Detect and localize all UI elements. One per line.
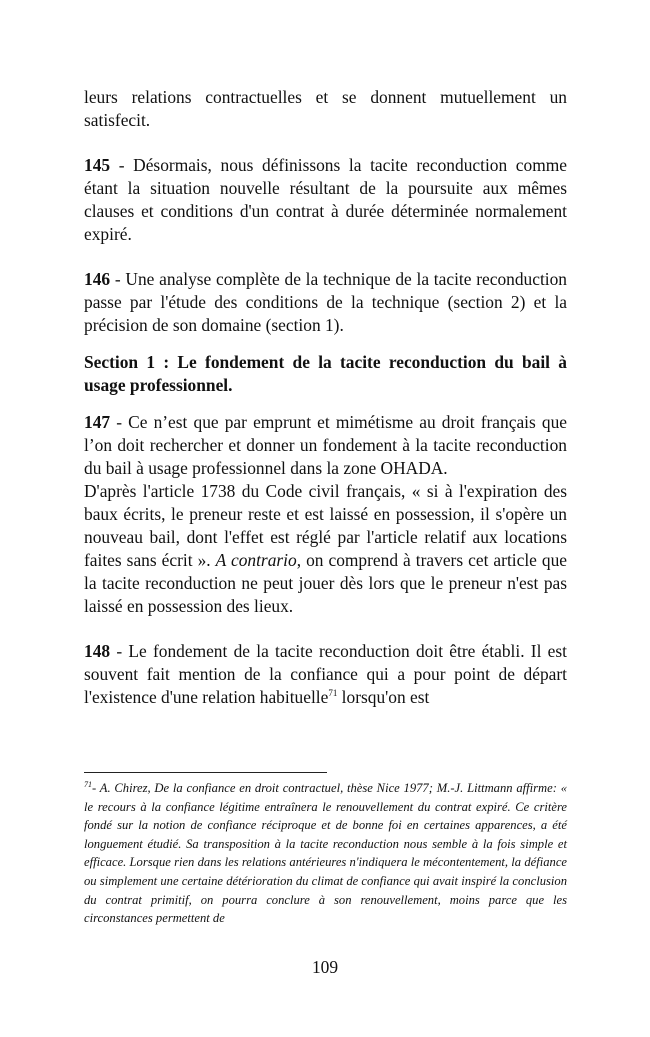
paragraph-147 xyxy=(84,411,567,480)
page-body xyxy=(84,86,567,709)
footnote-mark: 71 xyxy=(84,779,92,789)
paragraph-text: - Ce n’est que par emprunt et mimétisme au droit français que l’on doit rechercher et donner un fondement à la tacite reconduction du bail à usage professionnel dans la zone OHADA. xyxy=(84,412,567,478)
page-number: 109 xyxy=(311,957,339,977)
paragraph-text: - Le fondement de la tacite reconduction doit être établi. Il est souvent fait mention de la confiance qui a pour point de départ l'existence d'une relation habituelle xyxy=(84,641,567,707)
footnote-separator xyxy=(84,772,327,773)
paragraph-number: 145 xyxy=(84,155,111,175)
footnote-71 xyxy=(84,779,567,928)
paragraph-continuation: leurs relations contractuelles et se donnent mutuellement un satisfecit. xyxy=(84,87,567,130)
paragraph-text: - Une analyse complète de la technique de la tacite reconduction passe par l'étude des conditions de la technique (section 2) et la précision de son domaine (section 1). xyxy=(84,269,567,335)
section-heading: Section 1 : Le fondement de la tacite reconduction du bail à usage professionnel. xyxy=(84,352,567,395)
paragraph-number: 146 xyxy=(84,269,111,289)
latin-term: A contrario xyxy=(215,550,297,570)
paragraph-148 xyxy=(84,640,567,709)
footnote-reference: 71 xyxy=(328,688,338,699)
paragraph-146 xyxy=(84,268,567,337)
paragraph-number: 147 xyxy=(84,412,111,432)
paragraph-text: lorsqu'on est xyxy=(337,687,430,707)
paragraph-text: , on comprend à travers cet article que la tacite reconduction ne peut jouer dès lors que le preneur n'est pas laissé en possession des lieux. xyxy=(84,550,568,616)
footnote-text: - A. Chirez, De la confiance en droit contractuel, thèse Nice 1977; M.-J. Littmann affirme: « le recours à la confiance légitime entraînera le renouvellement du contrat expiré. Ce critère fondé sur la notion de confiance réciproque et de bonne foi en certaines apparences, a été longuement étudié. Sa transposition à la tacite reconduction nous semble à la fois simple et efficace. Lorsque rien dans les relations antérieures n'indiquera le mécontentement, la défiance ou simplement une certaine détérioration du climat de confiance qui avait inspiré la conclusion du contrat primitif, on pourra conclure à son renouvellement, moins parce que les circonstances permettent de xyxy=(84,781,567,926)
paragraph-145 xyxy=(84,154,567,246)
paragraph-number: 148 xyxy=(84,641,111,661)
paragraph-text: D'après l'article 1738 du Code civil français, « si à l'expiration des baux écrits, le preneur reste et est laissé en possession, il s'opère un nouveau bail, dont l'effet est réglé par l'article relatif aux locations faites sans écrit ». xyxy=(84,481,567,570)
paragraph-text: - Désormais, nous définissons la tacite reconduction comme étant la situation nouvelle résultant de la poursuite aux mêmes clauses et conditions d'un contrat à durée déterminée normalement expiré. xyxy=(84,155,567,244)
paragraph-147-article-1738 xyxy=(84,480,567,618)
